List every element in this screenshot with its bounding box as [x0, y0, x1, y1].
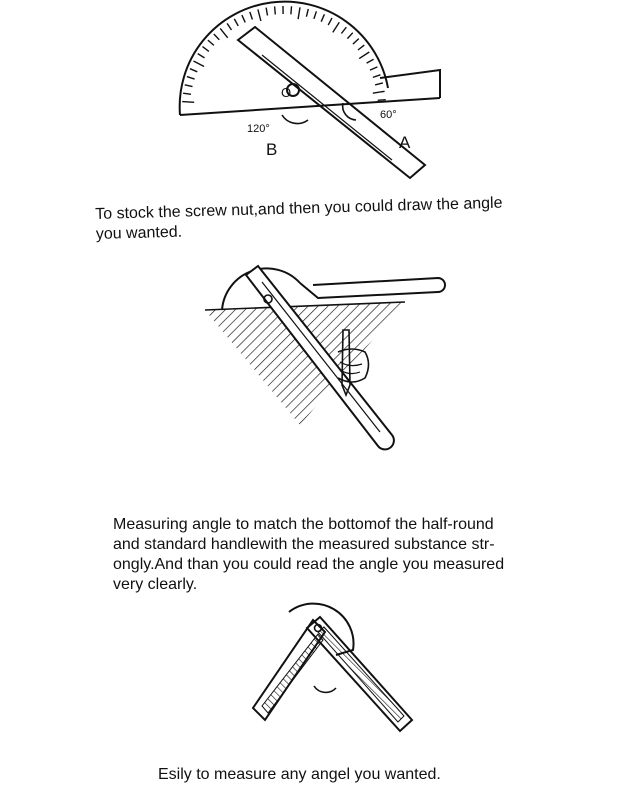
protractor-tick: [234, 19, 238, 26]
pivot-label: O: [281, 85, 292, 100]
protractor-tick: [314, 11, 317, 19]
caption-line: Measuring angle to match the bottomof the half-round: [113, 516, 494, 533]
caption-line: and standard handlewith the measured substance str-: [113, 536, 495, 553]
protractor-figure-2: [205, 266, 445, 449]
protractor-tick: [358, 45, 364, 50]
protractor-tick: [190, 69, 197, 72]
protractor-tick: [242, 15, 245, 22]
protractor-tick: [198, 54, 205, 58]
protractor-tick: [258, 9, 261, 21]
protractor-tick: [183, 93, 191, 94]
protractor-tick: [341, 27, 346, 33]
protractor-tick: [333, 22, 340, 32]
caption-line: very clearly.: [113, 576, 198, 593]
protractor-tick: [187, 77, 195, 80]
angle-label-120: 120°: [247, 123, 270, 135]
protractor-tick: [370, 67, 377, 70]
hatched-surface-icon: [205, 302, 405, 425]
protractor-tick: [185, 85, 193, 87]
protractor-tick: [203, 47, 209, 52]
protractor-tick: [375, 83, 383, 85]
protractor-tick: [353, 39, 359, 45]
protractor-tick: [378, 100, 386, 101]
protractor-tick: [359, 52, 369, 59]
protractor-tick: [373, 75, 381, 78]
angle-arc-left: [282, 115, 308, 124]
protractor-tick: [291, 6, 292, 14]
protractor-tick: [298, 7, 300, 19]
caption-line: ongly.And than you could read the angle you measured: [113, 556, 505, 573]
protractor-tick: [208, 40, 214, 45]
protractor-handle: [380, 70, 440, 98]
marker-b: B: [266, 140, 278, 159]
caption-line: you wanted.: [95, 223, 183, 243]
protractor-tick: [306, 9, 308, 17]
caption-line: To stock the screw nut,and then you could draw the angle: [95, 194, 503, 223]
caption-step-3: [158, 765, 441, 785]
protractor-tick: [250, 12, 253, 20]
protractor-tick: [227, 23, 231, 30]
protractor-tick: [328, 18, 332, 25]
protractor-tick: [373, 91, 385, 93]
protractor-tick: [194, 61, 205, 67]
protractor-tick: [347, 33, 352, 39]
protractor-tick: [220, 28, 228, 37]
protractor-tick: [275, 6, 276, 14]
angle-arc-right: [343, 103, 356, 120]
caption-line: Esily to measure any angel you wanted.: [158, 766, 441, 783]
protractor-tick: [367, 59, 374, 63]
protractor-tick: [266, 8, 267, 16]
protractor-base: [180, 98, 440, 115]
caption-step-2: [113, 515, 504, 595]
protractor-tick: [321, 14, 324, 21]
marker-a: A: [399, 133, 411, 152]
protractor-figure-3: [253, 604, 412, 731]
protractor-tick: [214, 34, 220, 40]
angle-label-60: 60°: [380, 109, 397, 121]
protractor-tick: [182, 102, 194, 103]
